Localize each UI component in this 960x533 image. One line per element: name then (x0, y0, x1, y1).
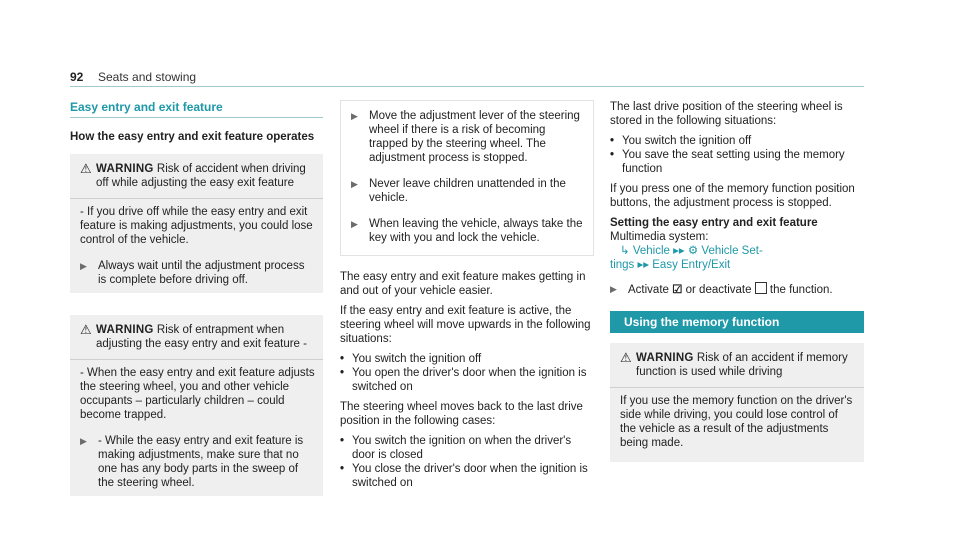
list-item: • You save the seat setting using the memory function (610, 149, 845, 175)
list-item: • You switch the ignition on when the driver's door is closed (340, 435, 572, 461)
warning-body: - If you drive off while the easy entry and exit feature is making adjustments, you could lose control of the vehicle. (80, 206, 313, 246)
activate-step: Activate ☑ or deactivate the function. (628, 284, 833, 296)
warning-step: - While the easy entry and exit feature is making adjustments, make sure that no one has any body parts in the sweep of the steering wheel. (98, 435, 304, 489)
warning-heading: Risk of accident when driving off while adjusting the easy exit feature (96, 163, 306, 189)
step-text: Move the adjustment lever of the steering wheel if there is a risk of becoming trapped by the steering wheel. The adjustment process is stopped. (369, 110, 580, 164)
warning-divider (610, 387, 864, 388)
warning-box-accident (70, 154, 323, 293)
step-arrow-icon: ▶ (80, 436, 87, 446)
warning-heading: Risk of an accident if memory function is used while driving (636, 352, 848, 378)
warning-box-memory (610, 343, 864, 462)
multimedia-system-label: Multimedia system: (610, 231, 709, 243)
nav-item-vehicle: Vehicle (632, 245, 670, 257)
nav-item-easy-entry: Easy Entry/Exit (652, 259, 731, 271)
bullet-list (340, 352, 594, 394)
checkbox-unchecked-icon (755, 282, 767, 294)
step-arrow-icon: ▶ (351, 111, 358, 121)
nav-path-cont (610, 258, 864, 272)
step-arrow-icon: ▶ (610, 284, 617, 294)
page-number: 92 (70, 70, 84, 84)
list-item: • You close the driver's door when the ignition is switched on (340, 463, 588, 489)
warning-triangle-icon: ⚠ (620, 350, 632, 365)
warning-body: If you use the memory function on the driver's side while driving, you could lose control of the vehicle as a result of the adjustments being made. (620, 395, 853, 449)
column-3 (610, 100, 864, 472)
checkbox-checked-icon: ☑ (672, 284, 683, 296)
warning-triangle-icon: ⚠ (80, 161, 92, 176)
setting-title: Setting the easy entry and exit feature (610, 217, 818, 229)
bullet-list (610, 134, 864, 176)
nav-item-vehicle-settings: Vehicle Set- (701, 245, 763, 257)
warning-heading: Risk of entrapment when adjusting the easy entry and exit feature - (96, 324, 307, 350)
list-item: • You switch the ignition off (340, 353, 482, 365)
step-text: Never leave children unattended in the vehicle. (369, 178, 566, 204)
warning-body: - When the easy entry and exit feature adjusts the steering wheel, you and other vehicle occupants – particularly children – could become trapped. (80, 367, 315, 421)
list-item: • You open the driver's door when the ignition is switched on (340, 367, 587, 393)
column-2 (340, 100, 594, 496)
warning-triangle-icon: ⚠ (80, 322, 92, 337)
list-item: • You switch the ignition off (610, 135, 752, 147)
warning-continuation-box (340, 100, 594, 256)
section-title-easy-entry: Easy entry and exit feature (70, 100, 323, 118)
step-text: When leaving the vehicle, always take the key with you and lock the vehicle. (369, 218, 583, 244)
step-arrow-icon: ▶ (80, 261, 87, 271)
subsection-title-operation: How the easy entry and exit feature operates (70, 131, 315, 143)
nav-path (610, 244, 864, 258)
paragraph: If the easy entry and exit feature is active, the steering wheel will move upwards in the following situations: (340, 305, 591, 345)
warning-divider (70, 198, 323, 199)
warning-divider (70, 359, 323, 360)
nav-chevron-icon: ▸▸ (637, 259, 653, 271)
nav-item-vehicle-settings-cont: tings (610, 259, 635, 271)
section-title-memory-function: Using the memory function (610, 311, 864, 333)
step-arrow-icon: ▶ (351, 179, 358, 189)
settings-icon: ⚙ (687, 245, 699, 257)
column-1 (70, 100, 323, 506)
paragraph: The easy entry and exit feature makes getting in and out of your vehicle easier. (340, 271, 586, 297)
page-header-section: Seats and stowing (98, 70, 197, 84)
warning-label: WARNING (636, 352, 694, 364)
header-rule (70, 86, 864, 87)
paragraph: The steering wheel moves back to the last drive position in the following cases: (340, 401, 583, 427)
warning-step: Always wait until the adjustment process is complete before driving off. (98, 260, 305, 286)
paragraph: The last drive position of the steering wheel is stored in the following situations: (610, 101, 843, 127)
paragraph: If you press one of the memory function position buttons, the adjustment process is stopped. (610, 183, 855, 209)
nav-enter-icon: ↳ (620, 245, 630, 257)
step-arrow-icon: ▶ (351, 219, 358, 229)
warning-label: WARNING (96, 324, 154, 336)
warning-label: WARNING (96, 163, 154, 175)
warning-box-entrapment (70, 315, 323, 496)
bullet-list (340, 434, 594, 490)
nav-chevron-icon: ▸▸ (673, 245, 688, 257)
